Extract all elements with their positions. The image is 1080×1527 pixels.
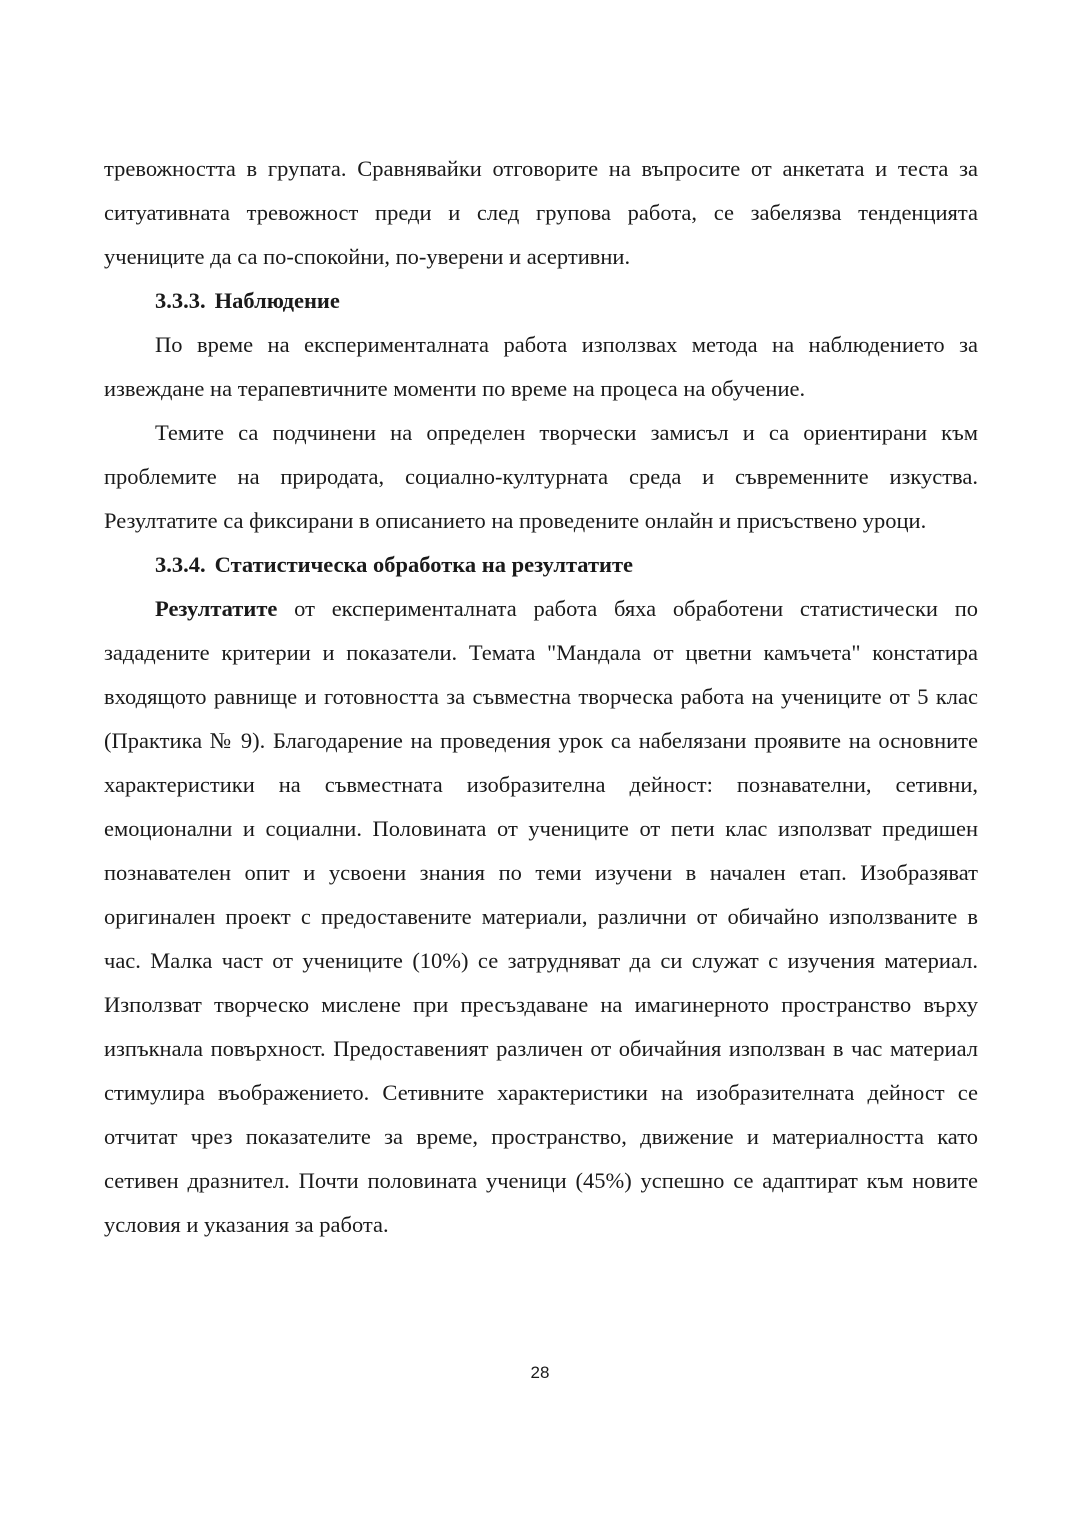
- paragraph-body: от експерименталната работа бяха обработени статистически по зададените критерии и показатели. Темата "Мандала от цветни камъчета" констатира входящото равнище и готовността за съвместна творческа работа на учениците от 5 клас (Практика № 9). Благодарение на проведения урок са набелязани проявите на основните характеристики на съвместната изобразителна дейност: познавателни, сетивни, емоционални и социални. Половината от учениците от пети клас използват предишен познавателен опит и усвоени знания по теми изучени в начален етап. Изобразяват оригинален проект с предоставените материали, различни от обичайно използваните в час. Малка част от учениците (10%) се затрудняват да си служат с изучения материал. Използват творческо мислене при пресъздаване на имагинерното пространство върху изпъкнала повърхност. Предоставеният различен от обичайния използван в час материал стимулира въображението. Сетивните характеристики на изобразителната дейност се отчитат чрез показателите за време, пространство, движение и материалността като сетивен дразнител. Почти половината ученици (45%) успешно се адаптират към новите условия и указания за работа.: [104, 596, 978, 1237]
- section-number: 3.3.3.: [155, 288, 206, 313]
- paragraph-intro: тревожността в групата. Сравнявайки отговорите на въпросите от анкетата и теста за ситуативната тревожност преди и след групова работа, се забелязва тенденцията учениците да са по-спокойни, по-уверени и асертивни.: [104, 156, 978, 269]
- section-title: Статистическа обработка на резултатите: [214, 552, 634, 577]
- paragraph-lead-word: Резултатите: [155, 596, 278, 621]
- paragraph-observation-2: Темите са подчинени на определен творчески замисъл и са ориентирани към проблемите на природата, социално-културната среда и съвременните изкуства. Резултатите са фиксирани в описанието на проведените онлайн и присъствено уроци.: [104, 420, 978, 533]
- section-heading-3-3-3: [104, 279, 978, 323]
- section-number: 3.3.4.: [155, 552, 206, 577]
- paragraph-statistics: [104, 587, 978, 1247]
- body-text: [104, 147, 978, 1247]
- section-heading-3-3-4: [104, 543, 978, 587]
- section-title: Наблюдение: [214, 288, 340, 313]
- page-number: 28: [530, 1363, 550, 1382]
- paragraph-observation-1: По време на експерименталната работа използвах метода на наблюдението за извеждане на терапевтичните моменти по време на процеса на обучение.: [104, 332, 978, 401]
